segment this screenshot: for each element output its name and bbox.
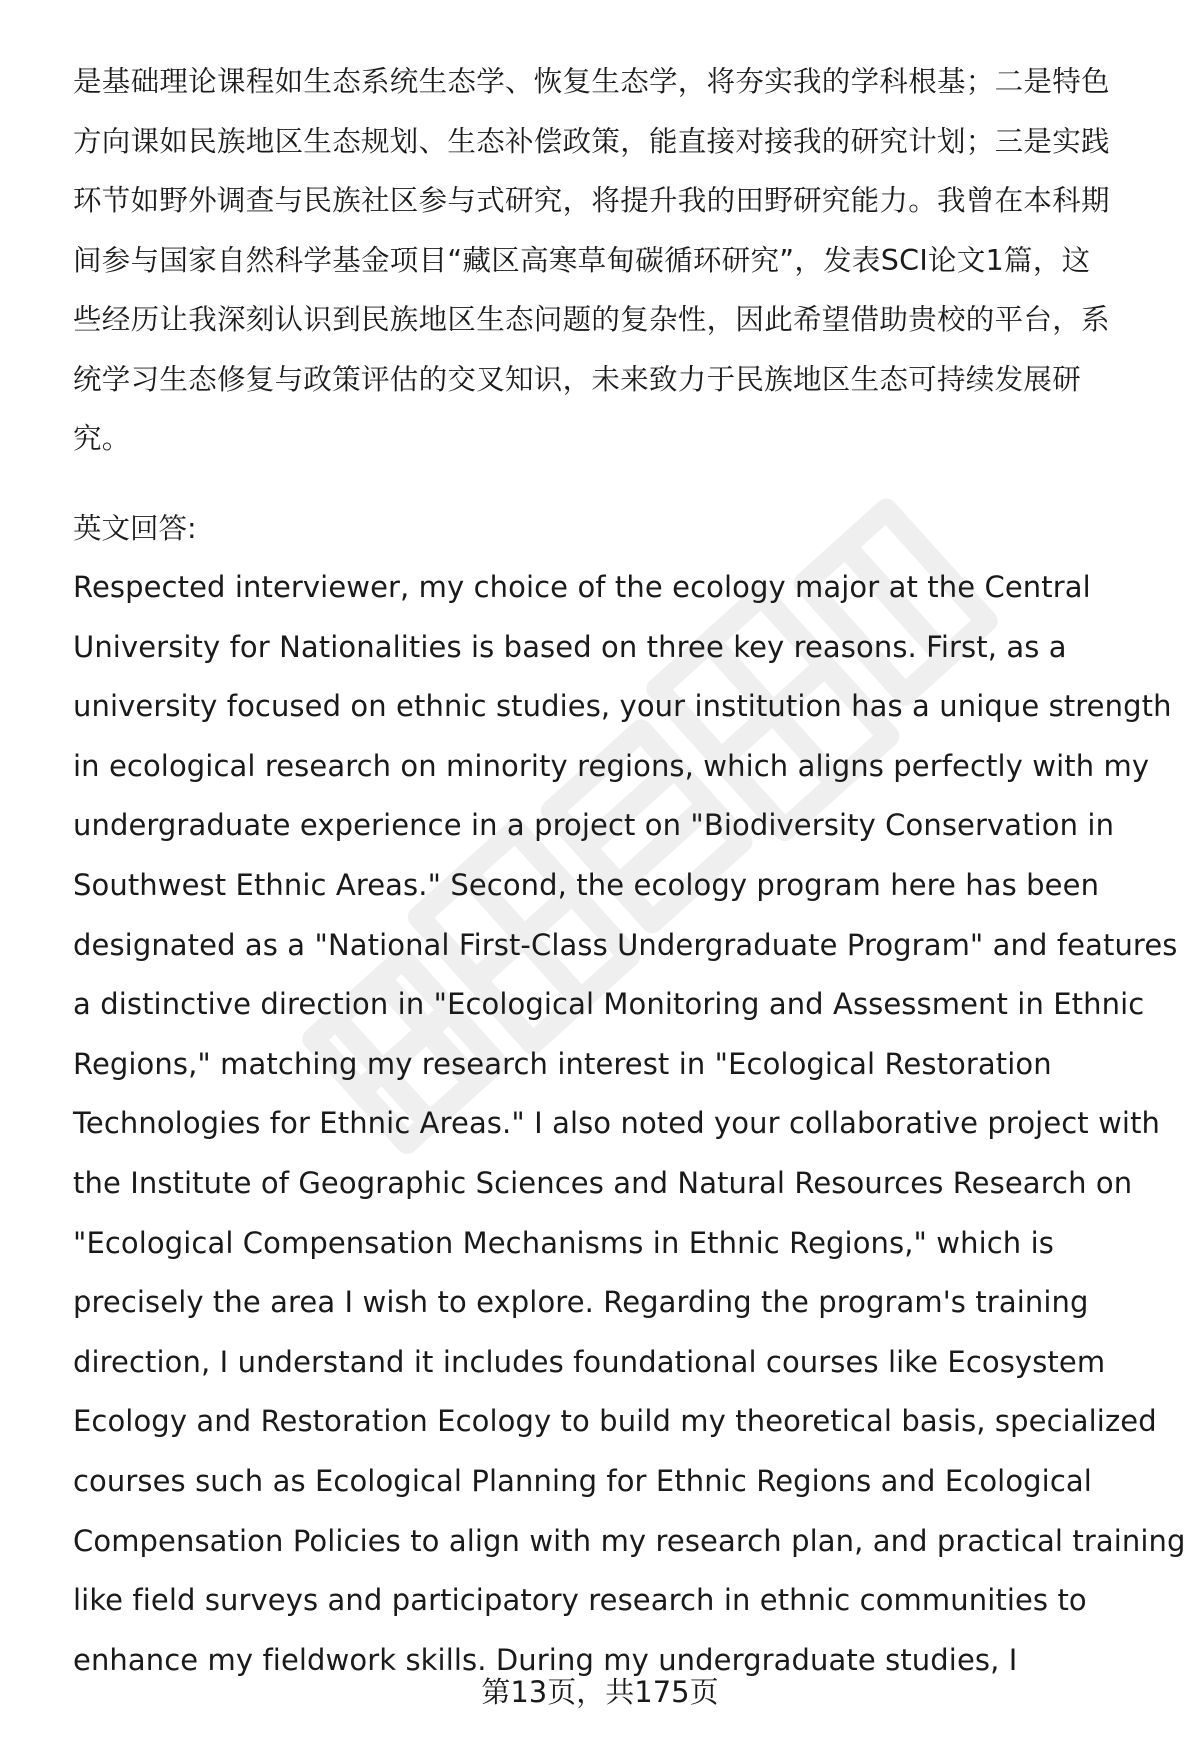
english-answer-line: undergraduate experience in a project on "Biodiversity Conservation in bbox=[73, 808, 1115, 843]
english-answer-line: "Ecological Compensation Mechanisms in Ethnic Regions," which is bbox=[73, 1225, 1054, 1260]
english-answer-line: Respected interviewer, my choice of the ecology major at the Central bbox=[73, 570, 1091, 604]
english-answer-line: university focused on ethnic studies, your institution has a unique strength bbox=[73, 689, 1172, 724]
english-answer-line: direction, I understand it includes foundational courses like Ecosystem bbox=[73, 1344, 1106, 1379]
chinese-answer-line: 环节如野外调查与民族社区参与式研究，将提升我的田野研究能力。我曾在本科期 bbox=[73, 184, 1110, 217]
page-body bbox=[73, 52, 1186, 1690]
english-answer-line: Southwest Ethnic Areas." Second, the ecology program here has been bbox=[73, 867, 1100, 902]
chinese-answer-line: 是基础理论课程如生态系统生态学、恢复生态学，将夯实我的学科根基；二是特色 bbox=[73, 65, 1110, 98]
chinese-answer-paragraph bbox=[73, 52, 1153, 469]
english-answer-line: Ecology and Restoration Ecology to build my theoretical basis, specialized bbox=[73, 1404, 1157, 1439]
chinese-answer-line: 方向课如民族地区生态规划、生态补偿政策，能直接对接我的研究计划；三是实践 bbox=[73, 124, 1110, 158]
english-answer-paragraph bbox=[73, 558, 1186, 1690]
english-answer-line: Regions," matching my research interest in "Ecological Restoration bbox=[73, 1046, 1052, 1081]
english-answer-line: University for Nationalities is based on three key reasons. First, as a bbox=[73, 629, 1067, 664]
english-answer-line: a distinctive direction in "Ecological Monitoring and Assessment in Ethnic bbox=[73, 987, 1145, 1022]
english-answer-line: enhance my fieldwork skills. During my undergraduate studies, I bbox=[73, 1642, 1018, 1677]
english-answer-line: Compensation Policies to align with my research plan, and practical training bbox=[73, 1523, 1186, 1558]
chinese-answer-line: 些经历让我深刻认识到民族地区生态问题的复杂性，因此希望借助贵校的平台，系 bbox=[73, 303, 1110, 336]
english-answer-line: in ecological research on minority regions, which aligns perfectly with my bbox=[73, 748, 1150, 783]
english-answer-line: Technologies for Ethnic Areas." I also noted your collaborative project with bbox=[73, 1106, 1161, 1141]
english-answer-line: like field surveys and participatory research in ethnic communities to bbox=[73, 1583, 1087, 1618]
english-answer-heading: 英文回答: bbox=[73, 511, 197, 545]
chinese-answer-line: 间参与国家自然科学基金项目“藏区高寒草甸碳循环研究”，发表SCI论文1篇，这 bbox=[73, 243, 1091, 277]
page-number-footer: 第13页，共175页 bbox=[481, 1675, 719, 1709]
english-answer-line: designated as a "National First-Class Undergraduate Program" and features bbox=[73, 927, 1178, 962]
english-answer-line: the Institute of Geographic Sciences and Natural Resources Research on bbox=[73, 1165, 1133, 1200]
english-answer-line: courses such as Ecological Planning for Ethnic Regions and Ecological bbox=[73, 1463, 1092, 1498]
english-answer-line: precisely the area I wish to explore. Regarding the program's training bbox=[73, 1285, 1089, 1320]
chinese-answer-line: 究。 bbox=[73, 422, 131, 455]
chinese-answer-line: 统学习生态修复与政策评估的交叉知识，未来致力于民族地区生态可持续发展研 bbox=[73, 362, 1082, 396]
